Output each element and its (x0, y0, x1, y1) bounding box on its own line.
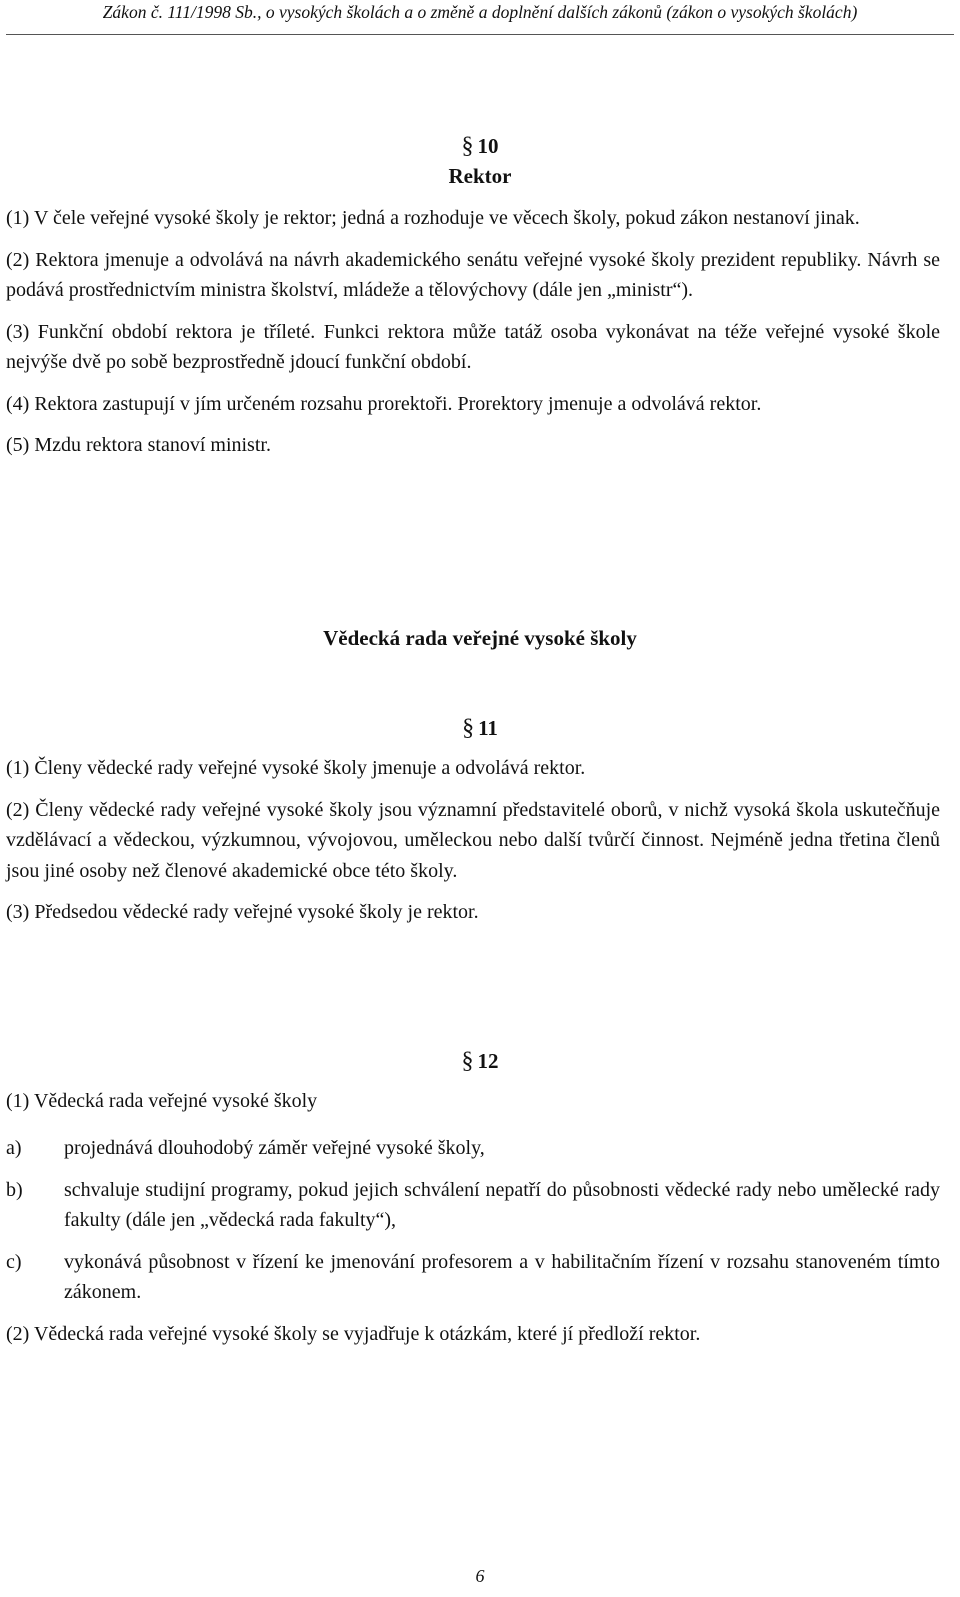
paragraph: (2) Rektora jmenuje a odvolává na návrh akademického senátu veřejné vysoké školy prezident republiky. Návrh se podává prostřednictvím ministra školství, mládeže a tělovýchovy (dále jen „ministr“). (6, 248, 940, 301)
section-symbol: § (461, 133, 474, 159)
section-symbol: § (461, 1048, 474, 1074)
list-item (6, 1133, 940, 1164)
section-10-body (6, 203, 940, 461)
paragraph: (1) Vědecká rada veřejné vysoké školy (6, 1090, 318, 1112)
section-number: 10 (477, 134, 499, 158)
header-text: Zákon č. 111/1998 Sb., o vysokých školách a o změně a doplnění dalších zákonů (zákon o vysokých školách) (102, 2, 858, 22)
paragraph: (1) Členy vědecké rady veřejné vysoké školy jmenuje a odvolává rektor. (6, 757, 586, 779)
section-10-heading (0, 131, 960, 161)
section-symbol: § (462, 715, 475, 741)
paragraph: (4) Rektora zastupují v jím určeném rozsahu prorektoři. Prorektory jmenuje a odvolává rektor. (6, 392, 762, 415)
list-marker: c) (6, 1250, 22, 1273)
list-item-text: projednává dlouhodobý záměr veřejné vysoké školy, (64, 1137, 485, 1159)
section-12-intro (6, 1086, 940, 1117)
paragraph: (1) V čele veřejné vysoké školy je rektor; jedná a rozhoduje ve věcech školy, pokud zákon nestanoví jinak. (6, 207, 860, 229)
section-10-title: Rektor (448, 164, 512, 188)
section-12-list (6, 1133, 940, 1369)
section-number: 11 (478, 716, 498, 740)
list-marker: a) (6, 1137, 22, 1159)
paragraph: (3) Předsedou vědecké rady veřejné vysoké školy je rektor. (6, 901, 479, 923)
list-item-text: vykonává působnost v řízení ke jmenování profesorem a v habilitačním řízení v rozsahu stanoveném tímto zákonem. (64, 1250, 940, 1303)
list-item (6, 1175, 940, 1236)
list-marker: b) (6, 1178, 23, 1201)
paragraph: (2) Členy vědecké rady veřejné vysoké školy jsou významní představitelé oborů, v nichž vysoká škola uskutečňuje vzdělávací a vědeckou, výzkumnou, vývojovou, uměleckou nebo další tvůrčí činnost. Nejméně jedna třetina členů jsou jiné osoby než členové akademické obce této školy. (6, 798, 940, 882)
part-title: Vědecká rada veřejné vysoké školy (323, 626, 637, 650)
section-11-heading (0, 713, 960, 743)
section-11-body (6, 753, 940, 928)
paragraph: (5) Mzdu rektora stanoví ministr. (6, 434, 271, 456)
running-header (6, 0, 954, 35)
section-number: 12 (477, 1049, 499, 1073)
paragraph: (2) Vědecká rada veřejné vysoké školy se vyjadřuje k otázkám, které jí předloží rektor. (6, 1322, 701, 1345)
paragraph: (3) Funkční období rektora je tříleté. Funkci rektora může tatáž osoba vykonávat na téže veřejné vysoké škole nejvýše dvě po sobě bezprostředně jdoucí funkční období. (6, 320, 940, 373)
list-item (6, 1247, 940, 1308)
page-number: 6 (475, 1566, 485, 1586)
section-12-heading (0, 1046, 960, 1076)
list-item-text: schvaluje studijní programy, pokud jejich schválení nepatří do působnosti vědecké rady nebo umělecké rady fakulty (dále jen „vědecká rada fakulty“), (64, 1178, 940, 1231)
